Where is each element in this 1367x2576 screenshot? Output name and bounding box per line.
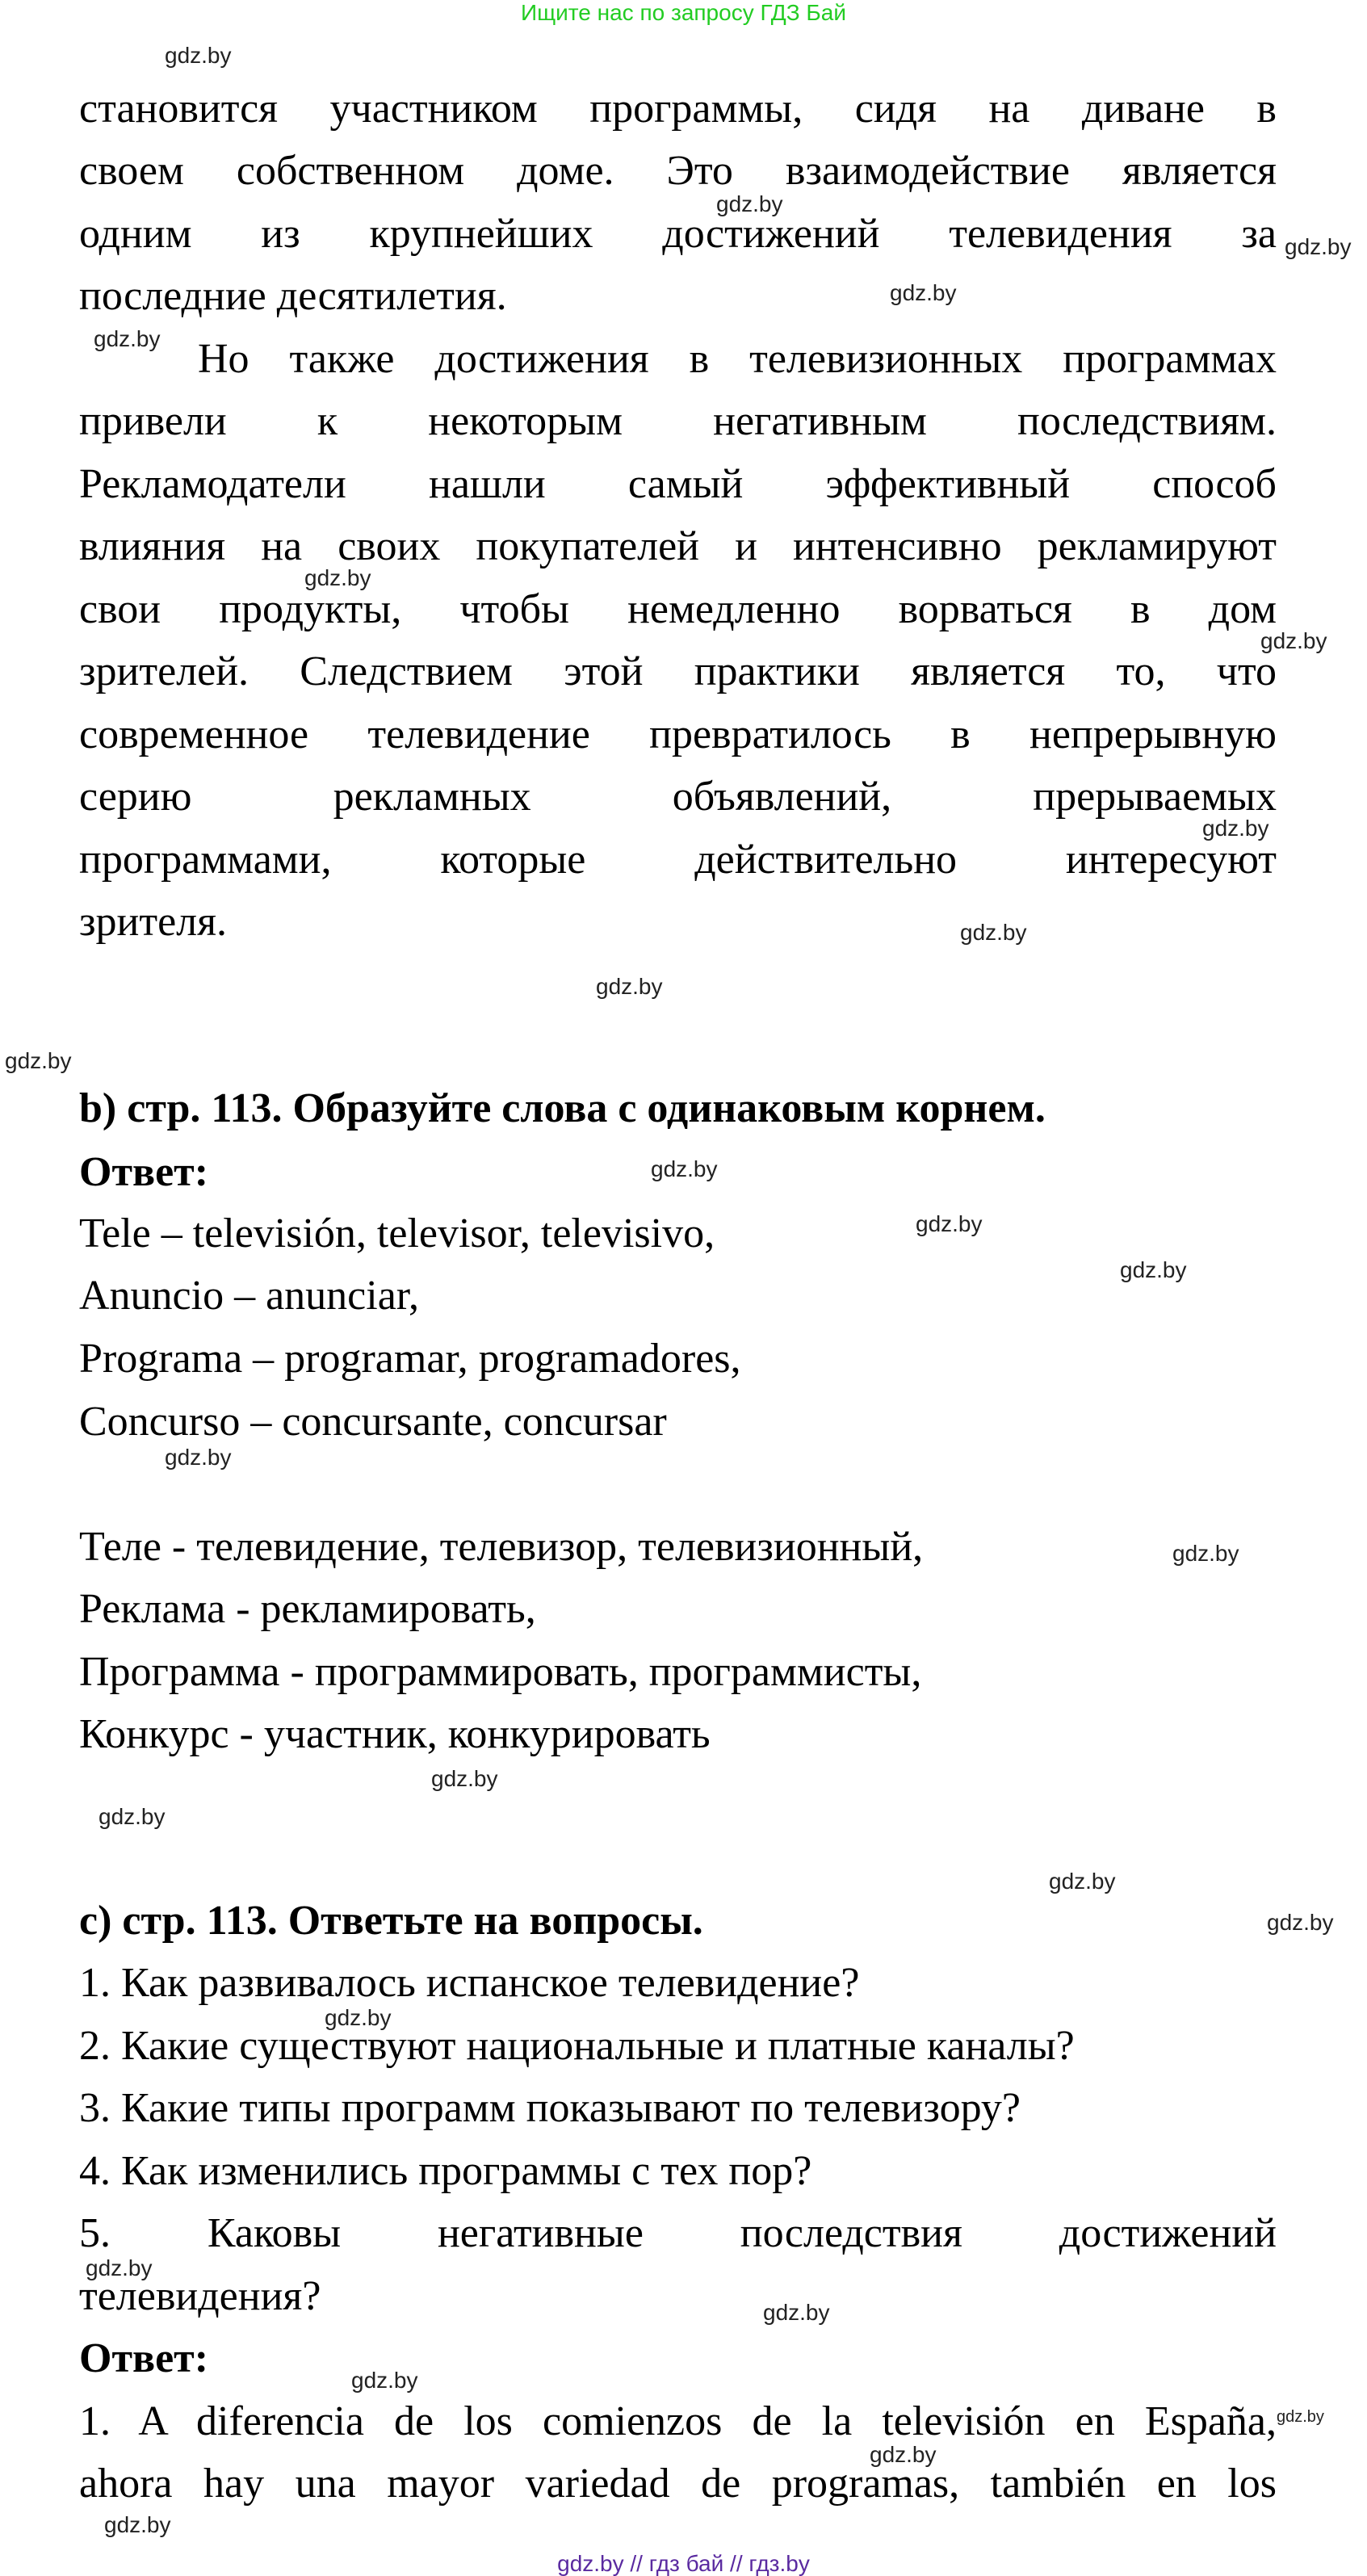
- text-line: Конкурс - участник, конкурировать: [79, 1711, 711, 1757]
- watermark: gdz.by: [596, 974, 663, 999]
- text-line: Programa – programar, programadores,: [79, 1336, 741, 1382]
- text-line: телевидения?: [79, 2273, 321, 2319]
- watermark: gdz.by: [104, 2512, 171, 2537]
- watermark: gdz.by: [351, 2368, 418, 2393]
- text-line: последние десятилетия.: [79, 273, 507, 319]
- text-line: 3. Какие типы программ показывают по телевизору?: [79, 2085, 1021, 2131]
- text-line: программами, которые действительно интересуют: [79, 837, 1277, 883]
- watermark: gdz.by: [1172, 1541, 1239, 1566]
- text-line: своем собственном доме. Это взаимодействие является: [79, 148, 1277, 194]
- text-line: Но также достижения в телевизионных программах: [198, 336, 1277, 382]
- text-line: Concurso – concursante, concursar: [79, 1399, 667, 1445]
- watermark: gdz.by: [1277, 2408, 1324, 2426]
- text-line: Теле - телевидение, телевизор, телевизионный,: [79, 1524, 924, 1570]
- watermark: gdz.by: [431, 1766, 498, 1791]
- text-line: серию рекламных объявлений, прерываемых: [79, 774, 1277, 820]
- text-line: современное телевидение превратилось в непрерывную: [79, 711, 1277, 757]
- watermark: gdz.by: [890, 280, 957, 305]
- text-line: зрителя.: [79, 899, 228, 945]
- watermark: gdz.by: [94, 326, 161, 351]
- text-line: влияния на своих покупателей и интенсивно рекламируют: [79, 523, 1277, 569]
- text-line: одним из крупнейших достижений телевидения за: [79, 211, 1277, 257]
- watermark: gdz.by: [304, 565, 371, 590]
- text-line: Рекламодатели нашли самый эффективный способ: [79, 461, 1277, 507]
- text-line: 2. Какие существуют национальные и платные каналы?: [79, 2023, 1075, 2069]
- answer-label: Ответ:: [79, 1149, 209, 1195]
- watermark: gdz.by: [5, 1048, 72, 1073]
- footer-links[interactable]: gdz.by // гдз бай // гдз.by: [557, 2551, 810, 2576]
- text-line: становится участником программы, сидя на диване в: [79, 86, 1277, 132]
- text-line: Реклама - рекламировать,: [79, 1586, 536, 1632]
- answer-label: Ответ:: [79, 2335, 209, 2381]
- text-line: ahora hay una mayor variedad de programas, también en los: [79, 2461, 1277, 2507]
- watermark: gdz.by: [1267, 1910, 1334, 1935]
- section-b-heading: b) стр. 113. Образуйте слова с одинаковым корнем.: [79, 1085, 1046, 1131]
- watermark: gdz.by: [1260, 628, 1327, 653]
- text-line: привели к некоторым негативным последствиям.: [79, 398, 1277, 444]
- watermark: gdz.by: [86, 2255, 153, 2280]
- text-line: Tele – televisión, televisor, televisivo,: [79, 1210, 715, 1257]
- text-line: 4. Как изменились программы с тех пор?: [79, 2148, 812, 2194]
- watermark: gdz.by: [1120, 1257, 1187, 1282]
- watermark: gdz.by: [99, 1804, 166, 1829]
- watermark: gdz.by: [1049, 1869, 1116, 1894]
- watermark: gdz.by: [651, 1156, 718, 1181]
- watermark: gdz.by: [165, 43, 232, 68]
- watermark: gdz.by: [1285, 234, 1352, 259]
- watermark: gdz.by: [325, 2005, 392, 2030]
- search-banner: Ищите нас по запросу ГДЗ Бай: [520, 0, 847, 25]
- text-line: Anuncio – anunciar,: [79, 1273, 420, 1319]
- text-line: зрителей. Следствием этой практики является то, что: [79, 648, 1277, 694]
- watermark: gdz.by: [716, 191, 783, 216]
- watermark: gdz.by: [960, 920, 1027, 945]
- text-line: 1. A diferencia de los comienzos de la televisión en España,: [79, 2398, 1277, 2444]
- section-c-heading: c) стр. 113. Ответьте на вопросы.: [79, 1898, 703, 1944]
- watermark: gdz.by: [870, 2442, 937, 2467]
- watermark: gdz.by: [165, 1445, 232, 1470]
- text-line: 1. Как развивалось испанское телевидение?: [79, 1960, 860, 2006]
- watermark: gdz.by: [1202, 816, 1269, 841]
- watermark: gdz.by: [916, 1211, 983, 1236]
- text-line: свои продукты, чтобы немедленно ворваться в дом: [79, 586, 1277, 632]
- text-line: Программа - программировать, программисты,: [79, 1649, 922, 1695]
- watermark: gdz.by: [763, 2300, 830, 2325]
- text-line: 5. Каковы негативные последствия достижений: [79, 2210, 1277, 2256]
